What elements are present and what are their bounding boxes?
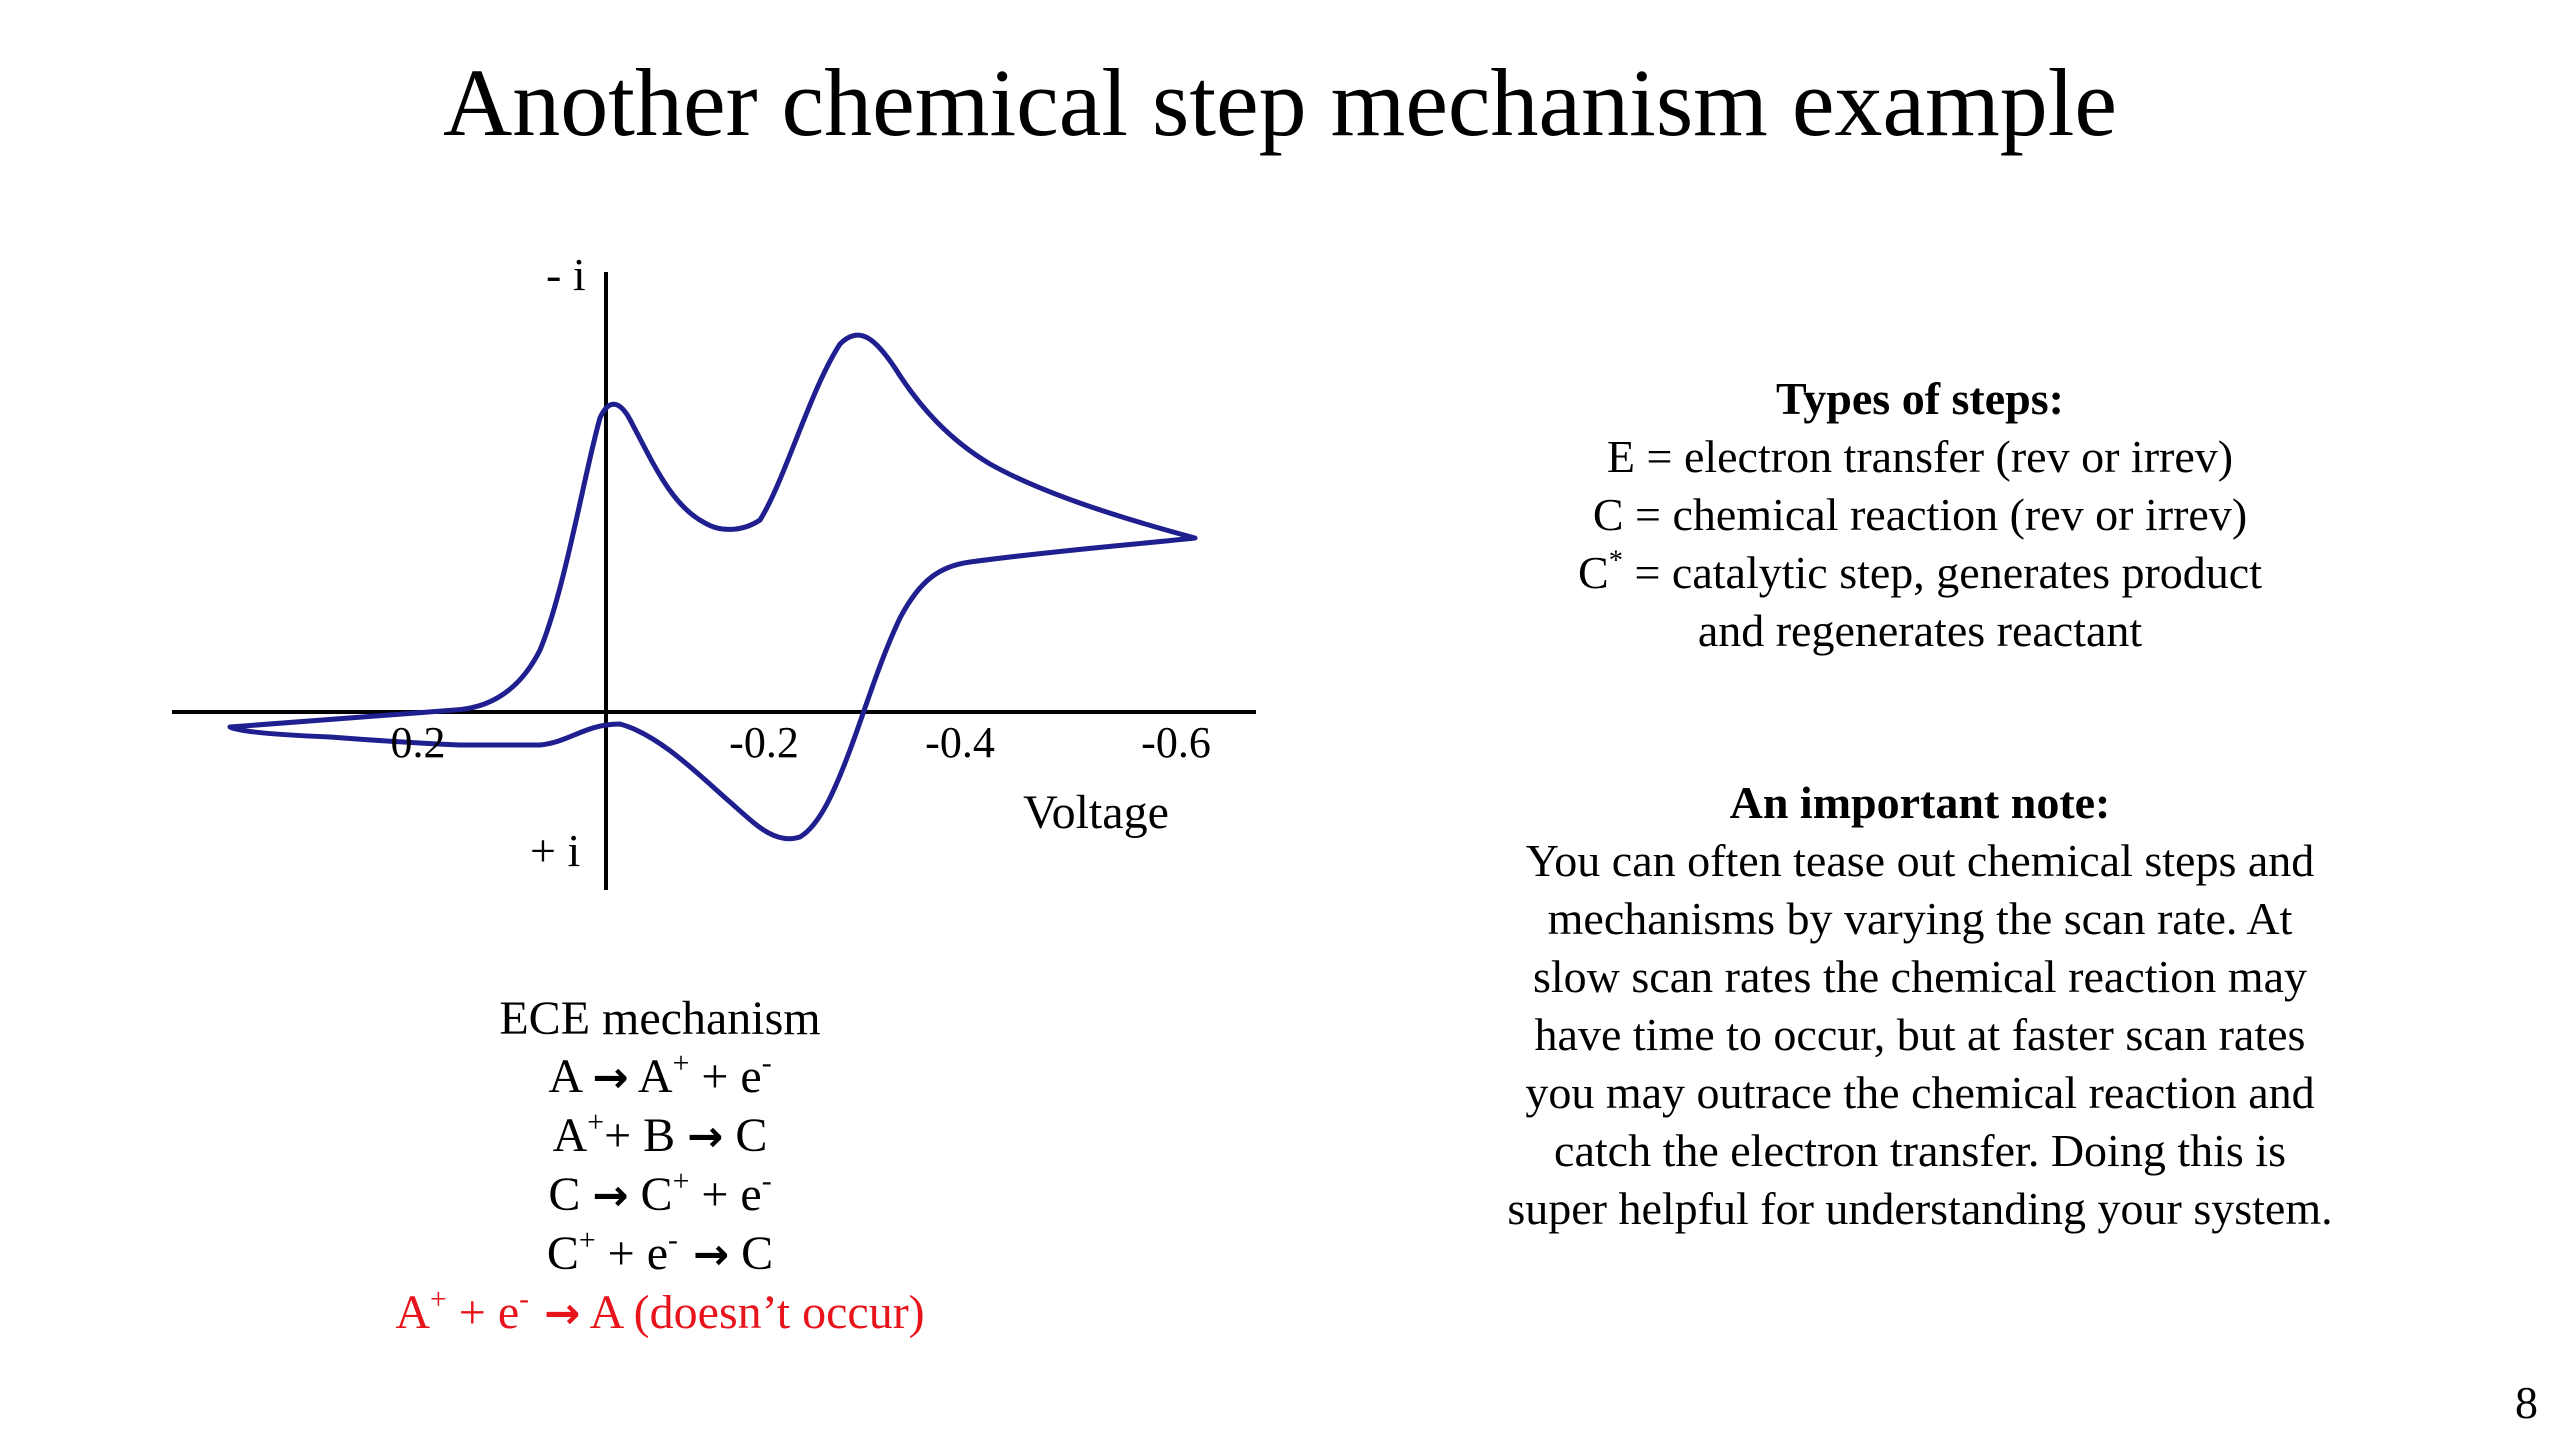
right-arrow-icon: → <box>592 1053 629 1103</box>
x-tick-label: -0.4 <box>925 718 995 767</box>
reaction-text: A <box>548 1050 593 1103</box>
superscript: + <box>429 1282 447 1316</box>
page-number: 8 <box>2515 1377 2538 1428</box>
x-tick-label: -0.2 <box>729 718 799 767</box>
slide-title: Another chemical step mechanism example <box>442 49 2118 156</box>
y-axis-bottom-label: + i <box>530 825 581 876</box>
right-arrow-icon: → <box>529 1289 581 1339</box>
reaction-2 <box>320 1107 1000 1166</box>
superscript: - <box>668 1223 678 1257</box>
types-line-c-star-cont: and regenerates reactant <box>1697 605 2143 656</box>
voltammogram-curve <box>230 335 1195 839</box>
reaction-not-occurring <box>320 1284 1000 1343</box>
note-body: You can often tease out chemical steps and mechanisms by varying the scan rate. At slow scan rates the chemical reaction may have time to occur, but at faster scan rates you may outrace the chemical reaction and catch the electron transfer. Doing this is super helpful for understanding your system. <box>1507 835 2333 1234</box>
reaction-3 <box>320 1166 1000 1225</box>
ece-mechanism-block <box>320 990 1000 1343</box>
x-tick-label: 0.2 <box>390 718 446 767</box>
ece-heading: ECE mechanism <box>499 992 821 1045</box>
x-axis-title: Voltage <box>1023 786 1169 839</box>
superscript: - <box>761 1046 772 1080</box>
reaction-text: + e <box>689 1050 762 1103</box>
note-heading: An important note: <box>1729 777 2111 828</box>
types-line-c-star <box>1480 544 2360 602</box>
types-heading: Types of steps: <box>1776 373 2064 424</box>
y-axis-top-label: - i <box>546 249 586 300</box>
types-line-c: C = chemical reaction (rev or irrev) <box>1592 489 2248 540</box>
superscript: * <box>1608 545 1623 577</box>
types-text: = catalytic step, generates product <box>1622 547 2262 598</box>
right-arrow-icon: → <box>687 1112 724 1162</box>
superscript: - <box>519 1282 530 1316</box>
reaction-text: + e <box>595 1227 668 1280</box>
reaction-text: C <box>723 1109 768 1162</box>
reaction-text: C <box>546 1227 579 1280</box>
cyclic-voltammogram-figure <box>160 240 1280 920</box>
reaction-1 <box>320 1048 1000 1107</box>
types-text: C <box>1578 547 1609 598</box>
right-arrow-icon: → <box>677 1230 730 1280</box>
reaction-text: A <box>628 1050 673 1103</box>
reaction-text: C <box>729 1227 774 1280</box>
superscript: + <box>578 1223 596 1257</box>
superscript: + <box>587 1105 605 1139</box>
reaction-4 <box>320 1225 1000 1284</box>
reaction-text: + B <box>604 1109 688 1162</box>
types-of-steps-block <box>1480 370 2360 660</box>
superscript: - <box>761 1164 772 1198</box>
reaction-text: + e <box>689 1168 762 1221</box>
right-arrow-icon: → <box>592 1171 629 1221</box>
reaction-text: + e <box>446 1286 520 1339</box>
reaction-text: C <box>548 1168 593 1221</box>
types-line-e: E = electron transfer (rev or irrev) <box>1606 431 2234 482</box>
superscript: + <box>672 1046 690 1080</box>
important-note-block <box>1500 774 2340 1238</box>
reaction-text: A <box>552 1109 588 1162</box>
x-tick-label: -0.6 <box>1141 718 1211 767</box>
superscript: + <box>672 1164 690 1198</box>
voltammogram-svg <box>160 240 1280 920</box>
reaction-text: A <box>395 1286 430 1339</box>
reaction-text: C <box>628 1168 673 1221</box>
reaction-text: A (doesn’t occur) <box>580 1286 925 1339</box>
